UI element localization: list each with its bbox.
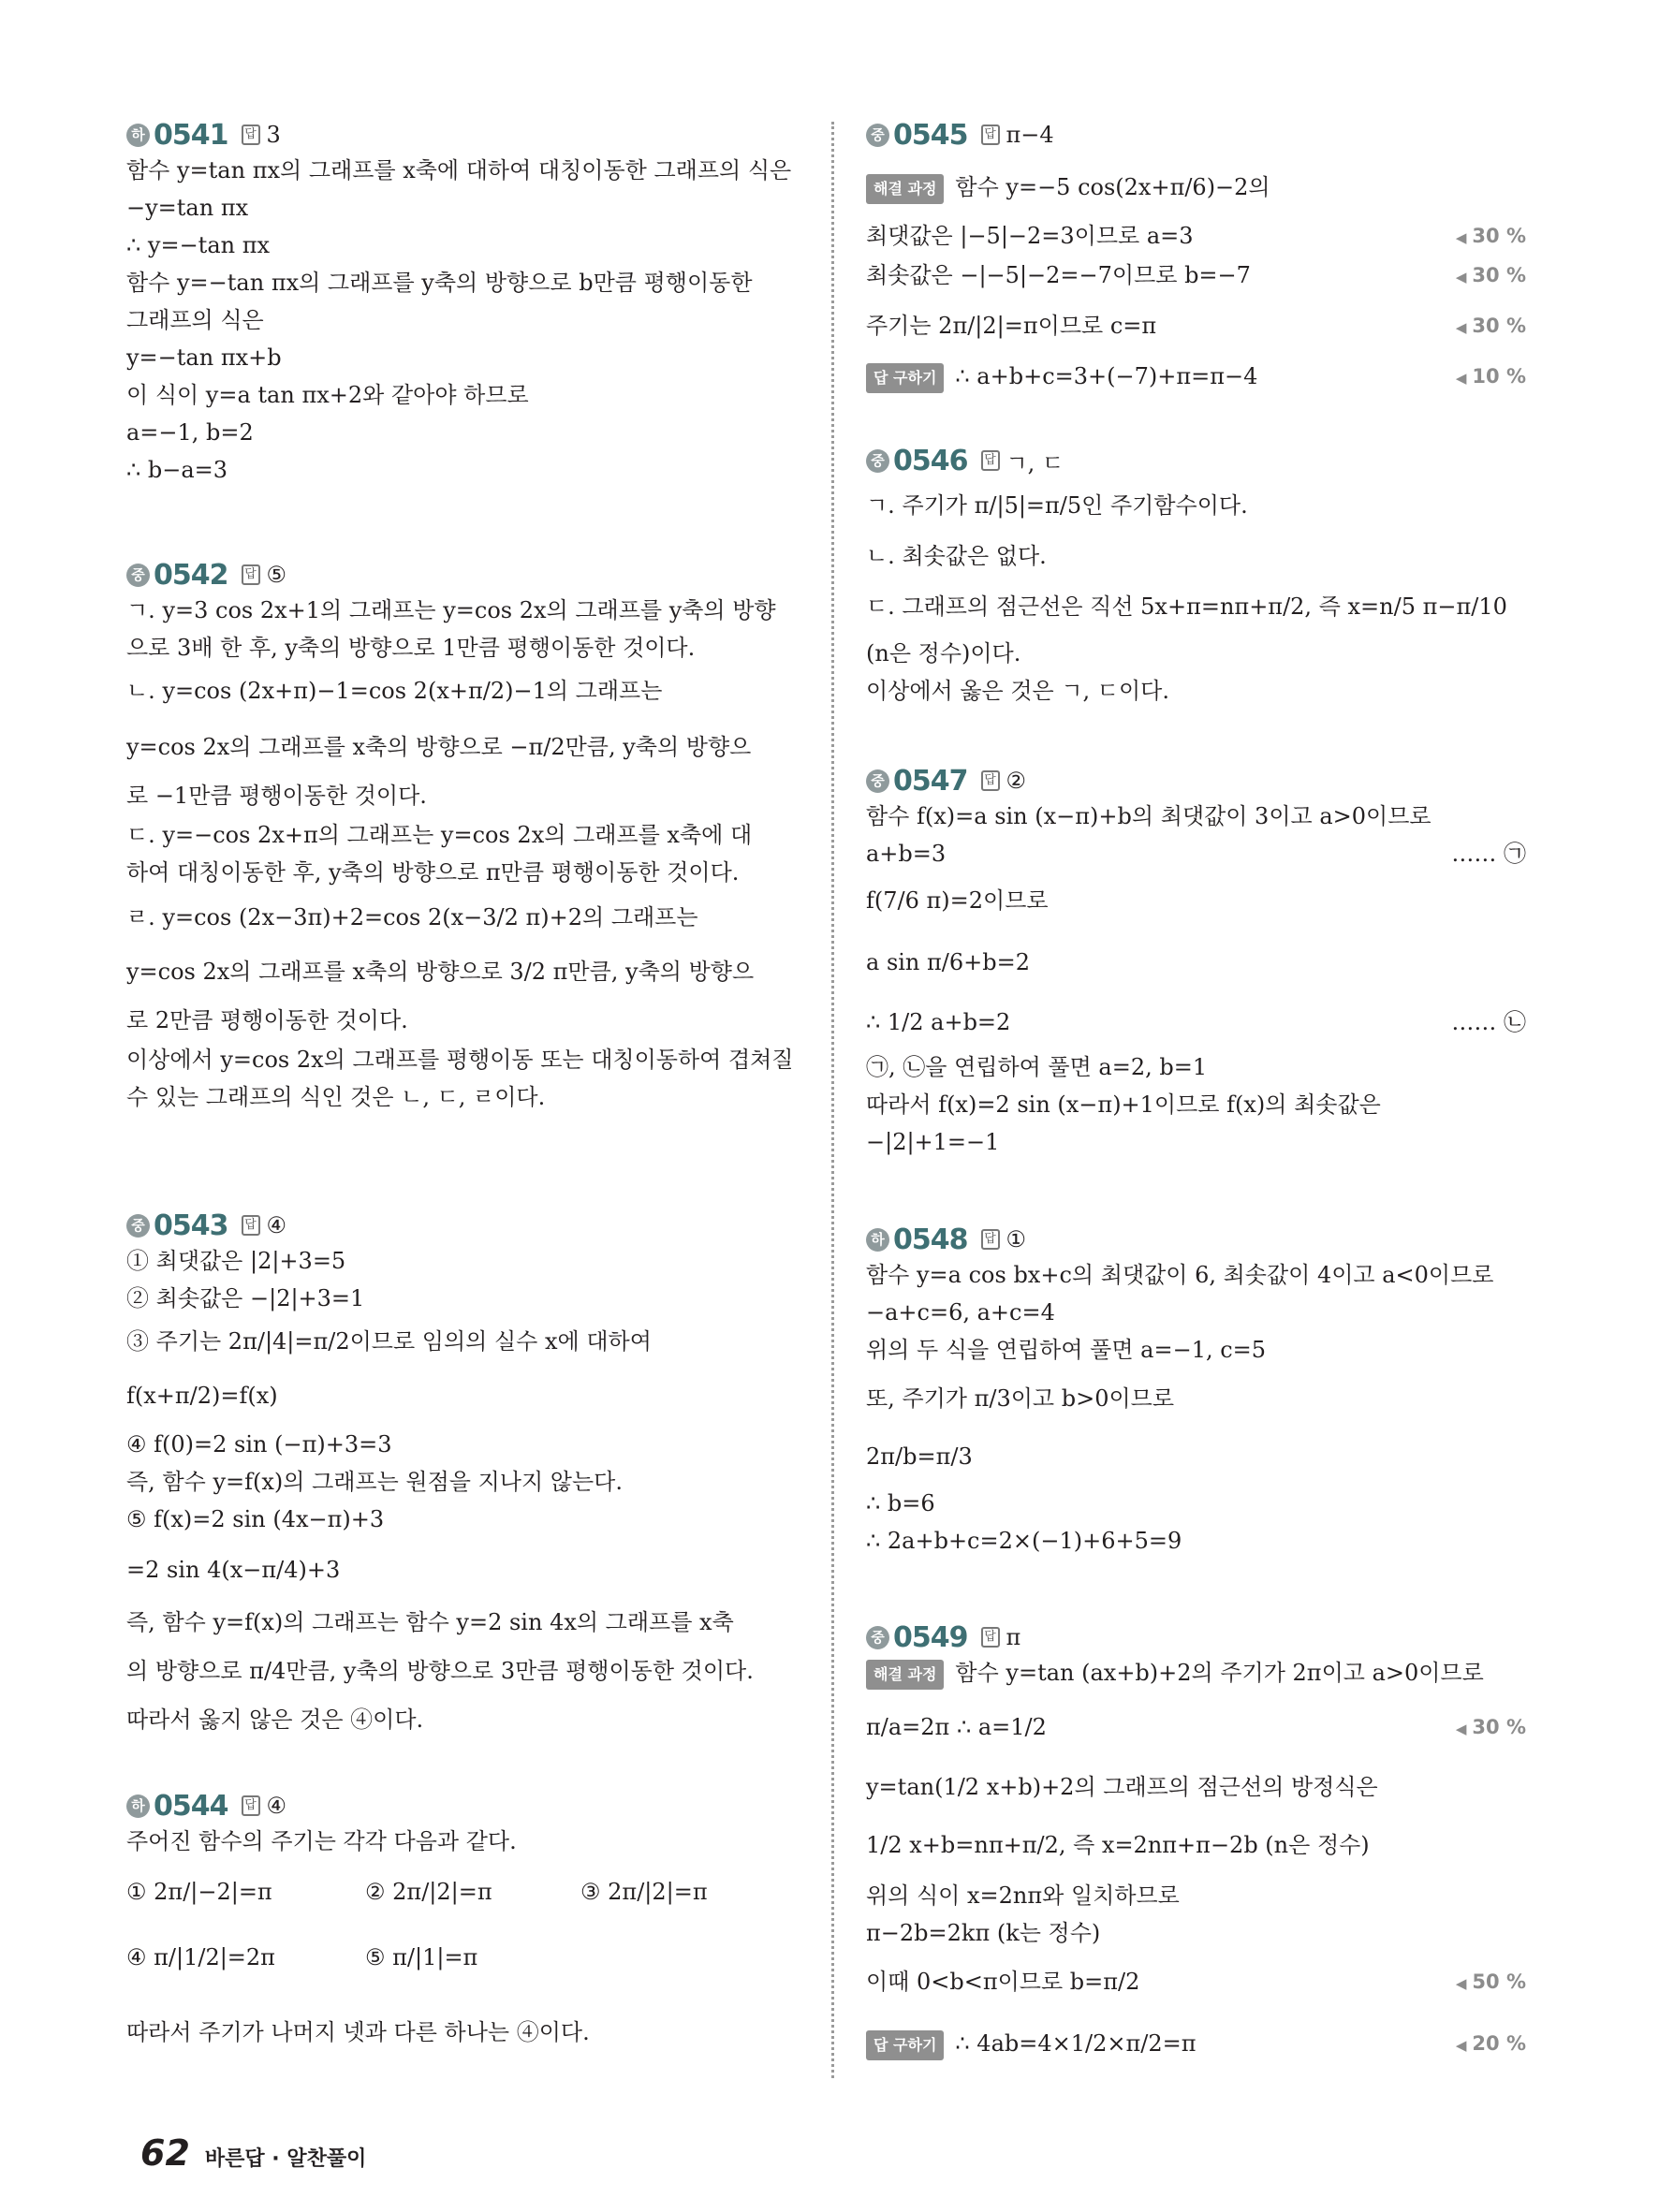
answer-value: π−4 <box>1006 122 1054 148</box>
score-percent: ◀ 30 % <box>1455 225 1526 247</box>
line: 이상에서 옳은 것은 ㄱ, ㄷ이다. <box>866 678 1169 704</box>
answer-icon: 답 <box>242 564 260 585</box>
line: ㄱ. 주기가 π/|5|=π/5인 주기함수이다. <box>866 492 1248 519</box>
solve-step-tag: 해결 과정 <box>866 1660 944 1690</box>
line: 함수 y=tan (ax+b)+2의 주기가 2π이고 a>0이므로 <box>955 1660 1484 1686</box>
score-percent: ◀ 30 % <box>1455 1716 1526 1738</box>
line: ④ f(0)=2 sin (−π)+3=3 <box>126 1431 392 1458</box>
line: 의 방향으로 π/4만큼, y축의 방향으로 3만큼 평행이동한 것이다. <box>126 1658 754 1684</box>
solve-step-tag: 해결 과정 <box>866 174 944 204</box>
line: ⑤ f(x)=2 sin (4x−π)+3 <box>126 1506 385 1532</box>
answer-icon: 답 <box>242 1795 260 1816</box>
period-item: ③ 2π/|2|=π <box>580 1879 708 1905</box>
line: ① 최댓값은 |2|+3=5 <box>126 1248 346 1274</box>
problem-number: 0541 <box>154 118 228 152</box>
level-badge: 하 <box>126 124 150 147</box>
line: 따라서 f(x)=2 sin (x−π)+1이므로 f(x)의 최솟값은 <box>866 1091 1381 1118</box>
line: 위의 두 식을 연립하여 풀면 a=−1, c=5 <box>866 1337 1267 1363</box>
line: 따라서 주기가 나머지 넷과 다른 하나는 ④이다. <box>126 2019 590 2045</box>
answer-value: ② <box>1006 768 1027 794</box>
line: 최솟값은 −|−5|−2=−7이므로 b=−7 <box>866 262 1251 288</box>
problem-0548 <box>866 1222 1526 1554</box>
line: ∴ b−a=3 <box>126 457 228 483</box>
page-number: 62 <box>140 2132 190 2174</box>
line: ㄴ. 최솟값은 없다. <box>866 543 1047 569</box>
line: a+b=3 <box>866 841 947 867</box>
problem-number: 0546 <box>893 444 968 477</box>
level-badge: 중 <box>866 769 889 793</box>
answer-icon: 답 <box>981 1627 1000 1648</box>
line: 로 2만큼 평행이동한 것이다. <box>126 1007 408 1033</box>
line: 이상에서 y=cos 2x의 그래프를 평행이동 또는 대칭이동하여 겹쳐질 <box>126 1047 794 1073</box>
triangle-left-icon: ◀ <box>1455 269 1467 286</box>
problem-0542 <box>126 557 796 1110</box>
answer-value: ④ <box>266 1793 287 1819</box>
line: (n은 정수)이다. <box>866 640 1021 667</box>
problem-number: 0542 <box>154 558 228 592</box>
line: −|2|+1=−1 <box>866 1129 1000 1155</box>
line: a sin π/6+b=2 <box>866 949 1030 975</box>
level-badge: 중 <box>866 124 889 147</box>
problem-0541 <box>126 117 796 483</box>
triangle-left-icon: ◀ <box>1455 2037 1467 2054</box>
triangle-left-icon: ◀ <box>1455 1975 1467 1992</box>
problem-0546 <box>866 443 1526 704</box>
line: 2π/b=π/3 <box>866 1443 973 1470</box>
line: 로 −1만큼 평행이동한 것이다. <box>126 783 427 809</box>
problem-0549 <box>866 1619 1526 2057</box>
answer-icon: 답 <box>242 125 260 145</box>
line: 1/2 x+b=nπ+π/2, 즉 x=2nπ+π−2b (n은 정수) <box>866 1832 1370 1858</box>
line: ③ 주기는 2π/|4|=π/2이므로 임의의 실수 x에 대하여 <box>126 1328 652 1355</box>
line: −y=tan πx <box>126 195 249 221</box>
line: y=tan(1/2 x+b)+2의 그래프의 점근선의 방정식은 <box>866 1774 1378 1800</box>
level-badge: 하 <box>866 1228 889 1252</box>
score-percent: ◀ 50 % <box>1455 1970 1526 1993</box>
answer-value: ⑤ <box>266 562 287 588</box>
score-percent: ◀ 20 % <box>1455 2032 1526 2055</box>
line: 그래프의 식은 <box>126 307 264 333</box>
problem-number: 0543 <box>154 1209 228 1242</box>
line: 으로 3배 한 후, y축의 방향으로 1만큼 평행이동한 것이다. <box>126 635 696 661</box>
line: 함수 y=−tan πx의 그래프를 y축의 방향으로 b만큼 평행이동한 <box>126 270 753 296</box>
line: π−2b=2kπ (k는 정수) <box>866 1920 1101 1946</box>
problem-number: 0548 <box>893 1223 968 1256</box>
line: ∴ y=−tan πx <box>126 232 271 258</box>
line: ∴ b=6 <box>866 1490 935 1516</box>
line: ∴ 2a+b+c=2×(−1)+6+5=9 <box>866 1528 1182 1554</box>
line: 최댓값은 |−5|−2=3이므로 a=3 <box>866 223 1194 249</box>
problem-0544 <box>126 1788 796 2045</box>
line: ㄱ. y=3 cos 2x+1의 그래프는 y=cos 2x의 그래프를 y축의 방향 <box>126 597 776 623</box>
line: ∴ a+b+c=3+(−7)+π=π−4 <box>955 363 1258 389</box>
problem-number: 0547 <box>893 764 968 798</box>
line: 함수 y=tan πx의 그래프를 x축에 대하여 대칭이동한 그래프의 식은 <box>126 157 792 183</box>
column-divider <box>831 122 834 2078</box>
problem-0543 <box>126 1208 796 1733</box>
book-title: 바른답 · 알찬풀이 <box>204 2147 367 2171</box>
line: 함수 y=−5 cos(2x+π/6)−2의 <box>955 174 1270 200</box>
triangle-left-icon: ◀ <box>1455 1721 1467 1737</box>
line: ∴ 4ab=4×1/2×π/2=π <box>955 2030 1197 2057</box>
problem-0547 <box>866 763 1526 1155</box>
line: f(7/6 π)=2이므로 <box>866 887 1049 914</box>
line: 수 있는 그래프의 식인 것은 ㄴ, ㄷ, ㄹ이다. <box>126 1084 546 1110</box>
answer-icon: 답 <box>981 770 1000 791</box>
equation-mark: …… ㉠ <box>1451 841 1526 867</box>
line: 따라서 옳지 않은 것은 ④이다. <box>126 1707 424 1733</box>
answer-value: ㄱ, ㄷ <box>1006 449 1064 476</box>
answer-step-tag: 답 구하기 <box>866 2030 944 2060</box>
period-item: ⑤ π/|1|=π <box>365 1944 478 1970</box>
level-badge: 하 <box>126 1795 150 1818</box>
line: ㄷ. 그래프의 점근선은 직선 5x+π=nπ+π/2, 즉 x=n/5 π−π/10 <box>866 593 1507 620</box>
period-item: ④ π/|1/2|=2π <box>126 1944 275 1970</box>
period-item: ② 2π/|2|=π <box>365 1879 492 1905</box>
answer-value: 3 <box>266 122 281 148</box>
line: y=−tan πx+b <box>126 344 282 371</box>
level-badge: 중 <box>126 564 150 587</box>
answer-value: π <box>1006 1624 1021 1650</box>
answer-value: ④ <box>266 1212 287 1238</box>
answer-icon: 답 <box>981 1229 1000 1250</box>
line: 함수 y=a cos bx+c의 최댓값이 6, 최솟값이 4이고 a<0이므로 <box>866 1262 1494 1288</box>
triangle-left-icon: ◀ <box>1455 370 1467 387</box>
answer-icon: 답 <box>242 1215 260 1236</box>
line: y=cos 2x의 그래프를 x축의 방향으로 3/2 π만큼, y축의 방향으 <box>126 959 755 985</box>
period-item: ① 2π/|−2|=π <box>126 1879 272 1905</box>
line: a=−1, b=2 <box>126 419 254 446</box>
line: 또, 주기가 π/3이고 b>0이므로 <box>866 1385 1175 1412</box>
answer-step-tag: 답 구하기 <box>866 363 944 393</box>
score-percent: ◀ 10 % <box>1455 365 1526 388</box>
page-footer <box>140 2132 366 2174</box>
answer-value: ① <box>1006 1226 1027 1252</box>
level-badge: 중 <box>126 1214 150 1238</box>
answer-icon: 답 <box>981 450 1000 471</box>
problem-0545 <box>866 117 1526 389</box>
line: y=cos 2x의 그래프를 x축의 방향으로 −π/2만큼, y축의 방향으 <box>126 734 752 760</box>
line: −a+c=6, a+c=4 <box>866 1299 1055 1326</box>
line: 하여 대칭이동한 후, y축의 방향으로 π만큼 평행이동한 것이다. <box>126 859 740 886</box>
line: ㄷ. y=−cos 2x+π의 그래프는 y=cos 2x의 그래프를 x축에 대 <box>126 822 753 848</box>
level-badge: 중 <box>866 1626 889 1649</box>
line: ② 최솟값은 −|2|+3=1 <box>126 1285 365 1311</box>
answer-icon: 답 <box>981 125 1000 145</box>
line: 주어진 함수의 주기는 각각 다음과 같다. <box>126 1828 517 1854</box>
line: 이 식이 y=a tan πx+2와 같아야 하므로 <box>126 382 529 408</box>
line: π/a=2π ∴ a=1/2 <box>866 1714 1047 1740</box>
line: 이때 0<b<π이므로 b=π/2 <box>866 1969 1140 1995</box>
equation-mark: …… ㉡ <box>1451 1009 1526 1035</box>
problem-number: 0545 <box>893 118 968 152</box>
line: 주기는 2π/|2|=π이므로 c=π <box>866 313 1157 339</box>
triangle-left-icon: ◀ <box>1455 319 1467 336</box>
line: ㄴ. y=cos (2x+π)−1=cos 2(x+π/2)−1의 그래프는 <box>126 678 663 704</box>
line: ㉠, ㉡을 연립하여 풀면 a=2, b=1 <box>866 1054 1208 1080</box>
line: f(x+π/2)=f(x) <box>126 1383 278 1409</box>
line: 즉, 함수 y=f(x)의 그래프는 원점을 지나지 않는다. <box>126 1469 623 1495</box>
line: ∴ 1/2 a+b=2 <box>866 1009 1011 1035</box>
line: 즉, 함수 y=f(x)의 그래프는 함수 y=2 sin 4x의 그래프를 x축 <box>126 1609 734 1635</box>
problem-number: 0549 <box>893 1620 968 1654</box>
line: =2 sin 4(x−π/4)+3 <box>126 1557 341 1583</box>
line: 함수 f(x)=a sin (x−π)+b의 최댓값이 3이고 a>0이므로 <box>866 803 1431 829</box>
score-percent: ◀ 30 % <box>1455 264 1526 286</box>
line: 위의 식이 x=2nπ와 일치하므로 <box>866 1882 1180 1909</box>
level-badge: 중 <box>866 449 889 473</box>
line: ㄹ. y=cos (2x−3π)+2=cos 2(x−3/2 π)+2의 그래프는 <box>126 904 698 930</box>
problem-number: 0544 <box>154 1789 228 1823</box>
score-percent: ◀ 30 % <box>1455 315 1526 337</box>
triangle-left-icon: ◀ <box>1455 229 1467 246</box>
